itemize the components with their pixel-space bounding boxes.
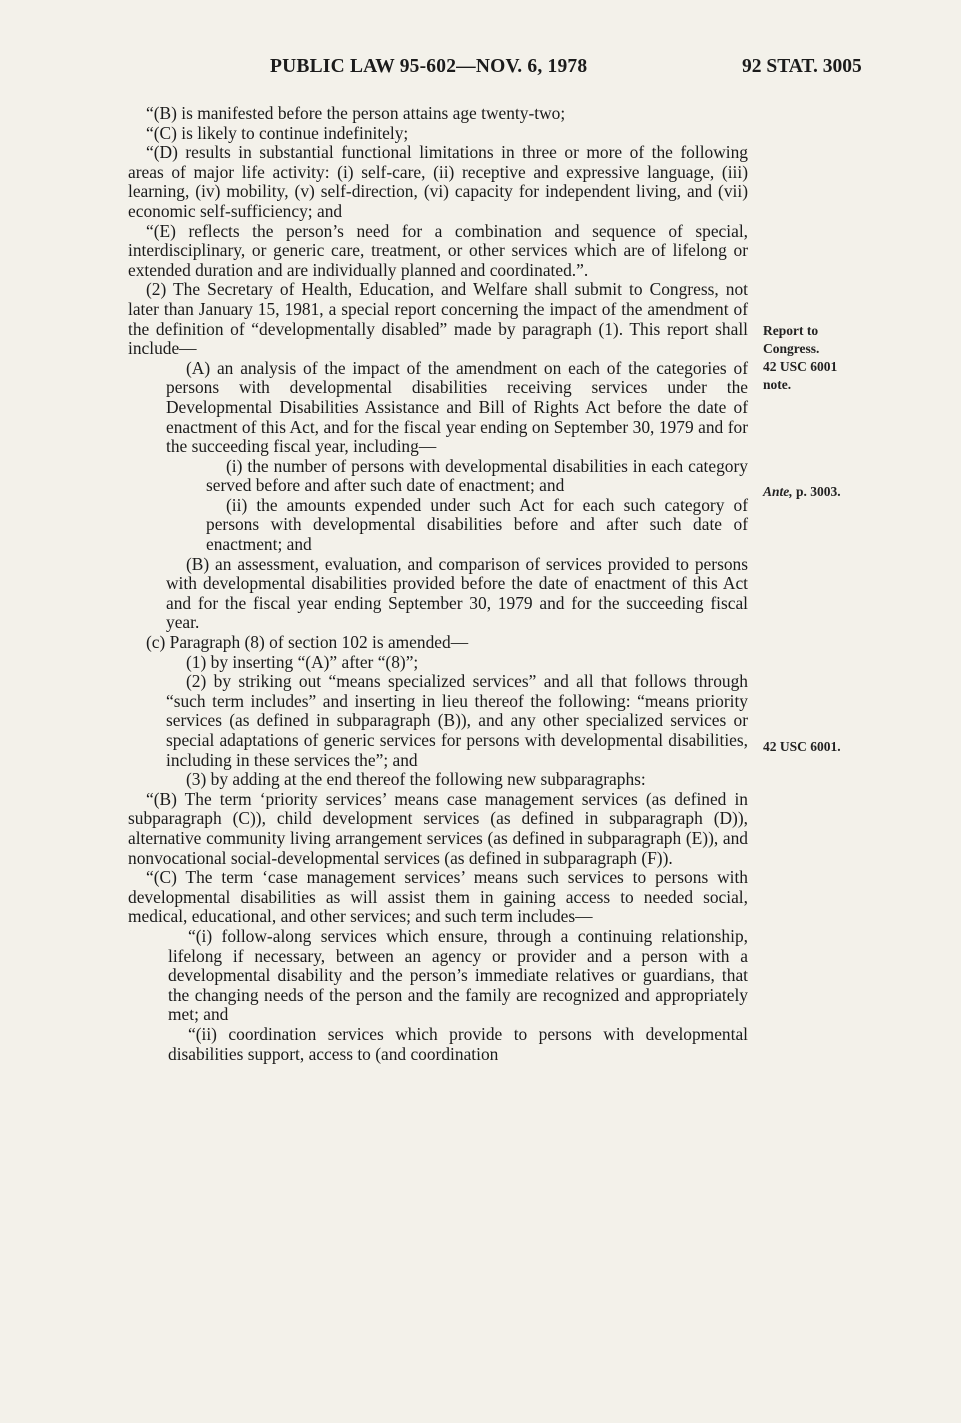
clause-d: “(D) results in substantial functional limitations in three or more of the following areas of major life activity: (i) self-care, (ii) receptive and expressive language, (iii) learning, (iv) mobility, (v) self-direction, (vi) capacity for independent living, and (vii) economic self-sufficiency; and	[128, 142, 748, 221]
margin-note-report-line2: Congress.	[763, 341, 820, 356]
body-text	[128, 104, 748, 1064]
subparagraph-b-assessment: (B) an assessment, evaluation, and comparison of services provided to persons with developmental disabilities provided before the date of enactment of this Act and for the fiscal year ending September 30, 1979 and for the succeeding fiscal year.	[166, 553, 748, 633]
margin-note-report-to-congress	[763, 322, 837, 394]
paragraph-2-report: (2) The Secretary of Health, Education, and Welfare shall submit to Congress, not later than January 15, 1981, a special report concerning the impact of the amendment of the definition of “developmentally disabled” made by paragraph (1). This report shall include—	[128, 279, 748, 359]
margin-note-ante-label: Ante,	[763, 484, 793, 499]
running-header-stat-page: 92 STAT. 3005	[742, 56, 862, 77]
margin-note-42-usc-6001: 42 USC 6001.	[763, 739, 841, 754]
clause-e: “(E) reflects the person’s need for a combination and sequence of special, interdisciplinary, or generic care, treatment, or other services which are of lifelong or extended duration and are individually planned and coordinated.”.	[128, 220, 748, 280]
margin-note-report-line1: Report to	[763, 323, 819, 338]
amendment-1-inserting: (1) by inserting “(A)” after “(8)”;	[186, 651, 419, 672]
margin-note-ante-page: p. 3003.	[796, 484, 841, 499]
item-i-number-of-persons: (i) the number of persons with developmental disabilities in each category served before and after such date of enactment; and	[206, 455, 748, 496]
subparagraph-a-analysis: (A) an analysis of the impact of the amendment on each of the categories of persons with developmental disabilities receiving services under the Developmental Disabilities Assistance and Bill of Rights Act before the date of enactment of this Act, and for the fiscal year ending on September 30, 1979 and for the succeeding fiscal year, including—	[166, 357, 748, 457]
definition-priority-services: “(B) The term ‘priority services’ means case management services (as defined in subparagraph (C)), child development services (as defined in subparagraph (D)), alternative community living arrangement services (as defined in subparagraph (E)), and nonvocational social-developmental services (as defined in subparagraph (F)).	[128, 788, 748, 868]
case-management-ii-coordination: “(ii) coordination services which provide to persons with developmental disabilities support, access to (and coordination	[168, 1023, 748, 1064]
definition-case-management: “(C) The term ‘case management services’ means such services to persons with developmental disabilities as will assist them in gaining access to needed social, medical, educational, and other services; and such term includes—	[128, 867, 748, 927]
item-ii-amounts-expended: (ii) the amounts expended under such Act for each such category of persons with developmental disabilities before and after such date of enactment; and	[206, 494, 748, 555]
clause-b: “(B) is manifested before the person attains age twenty-two;	[146, 103, 566, 123]
margin-note-ante	[763, 483, 841, 501]
margin-note-usc-note-line1: 42 USC 6001	[763, 359, 838, 374]
clause-c: “(C) is likely to continue indefinitely;	[146, 122, 409, 143]
case-management-i-follow-along: “(i) follow-along services which ensure, through a continuing relationship, lifelong if necessary, between an agency or provider and a person with a developmental disability and the person’s immediate relatives or guardians, that the changing needs of the person and the family are recognized and appropriately met; and	[168, 925, 748, 1025]
subsection-c-amendment: (c) Paragraph (8) of section 102 is amended—	[146, 632, 469, 653]
margin-note-usc-note-line2: note.	[763, 377, 792, 392]
amendment-3-adding: (3) by adding at the end thereof the following new subparagraphs:	[186, 769, 646, 790]
running-header-title: PUBLIC LAW 95-602—NOV. 6, 1978	[270, 56, 588, 77]
amendment-2-striking: (2) by striking out “means specialized services” and all that follows through “such term includes” and inserting in lieu thereof the following: “means priority services (as defined in subparagraph (B)), and any other specialized services or special adaptations of generic services for persons with developmental disabilities, including in these services the”; and	[166, 671, 748, 770]
